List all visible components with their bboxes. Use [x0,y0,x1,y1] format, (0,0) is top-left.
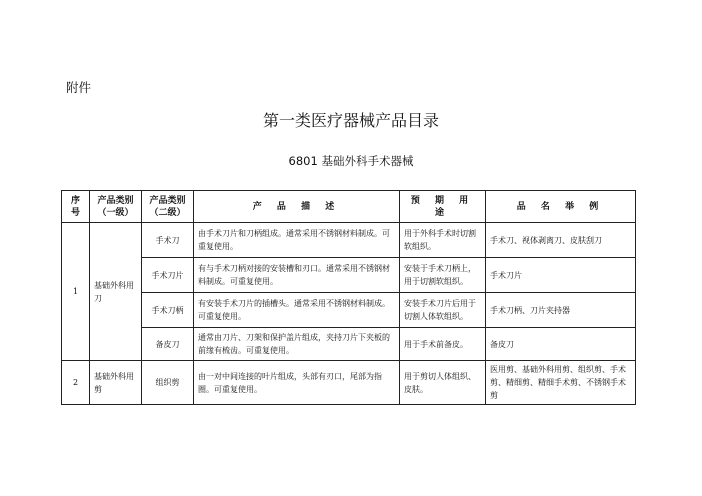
col-header-seq: 序 号 [62,191,90,223]
table-row [62,258,636,293]
col-header-description: 产 品 描 述 [194,191,400,223]
section-title: 6801 基础外科手术器械 [288,154,414,168]
intended-use-cell: 用于手术前备皮。 [400,328,486,361]
col-header-examples: 品 名 举 例 [486,191,636,223]
category2-cell: 组织剪 [142,361,194,405]
col-header-intended-use: 预 期 用 途 [400,191,486,223]
category1-cell: 基础外科用刀 [90,223,142,361]
description-cell: 由手术刀片和刀柄组成。通常采用不锈钢材料制成。可重复使用。 [194,223,400,258]
col-header-category2: 产品类别 （二级） [142,191,194,223]
examples-cell: 医用剪、基础外科用剪、组织剪、手术剪、精细剪、精细手术剪、不锈钢手术剪 [486,361,636,405]
examples-cell: 手术刀柄、刀片夹持器 [486,293,636,328]
seq-cell: 1 [62,223,90,361]
description-cell: 通常由刀片、刀架和保护盖片组成，夹持刀片下夹板的前缘有梳齿。可重复使用。 [194,328,400,361]
examples-cell: 备皮刀 [486,328,636,361]
category1-cell: 基础外科用剪 [90,361,142,405]
seq-cell: 2 [62,361,90,405]
attachment-label: 附件 [66,80,92,95]
table-row [62,223,636,258]
table-row [62,328,636,361]
description-cell: 有与手术刀柄对接的安装槽和刃口。通常采用不锈钢材料制成。可重复使用。 [194,258,400,293]
product-catalog-table [61,190,636,405]
category2-cell: 手术刀 [142,223,194,258]
intended-use-cell: 用于外科手术时切割软组织。 [400,223,486,258]
table-header-row [62,191,636,223]
description-cell: 由一对中间连接的叶片组成，头部有刃口，尾部为指圈。可重复使用。 [194,361,400,405]
page-title: 第一类医疗器械产品目录 [262,111,439,130]
category2-cell: 手术刀片 [142,258,194,293]
col-header-category1: 产品类别 （一级） [90,191,142,223]
intended-use-cell: 安装手术刀片后用于切割人体软组织。 [400,293,486,328]
category2-cell: 备皮刀 [142,328,194,361]
intended-use-cell: 用于剪切人体组织、皮肤。 [400,361,486,405]
examples-cell: 手术刀片 [486,258,636,293]
intended-use-cell: 安装于手术刀柄上，用于切割软组织。 [400,258,486,293]
table-row [62,361,636,405]
examples-cell: 手术刀、视体剥离刀、皮肤刮刀 [486,223,636,258]
description-cell: 有安装手术刀片的插槽头。通常采用不锈钢材料制成。可重复使用。 [194,293,400,328]
category2-cell: 手术刀柄 [142,293,194,328]
table-row [62,293,636,328]
